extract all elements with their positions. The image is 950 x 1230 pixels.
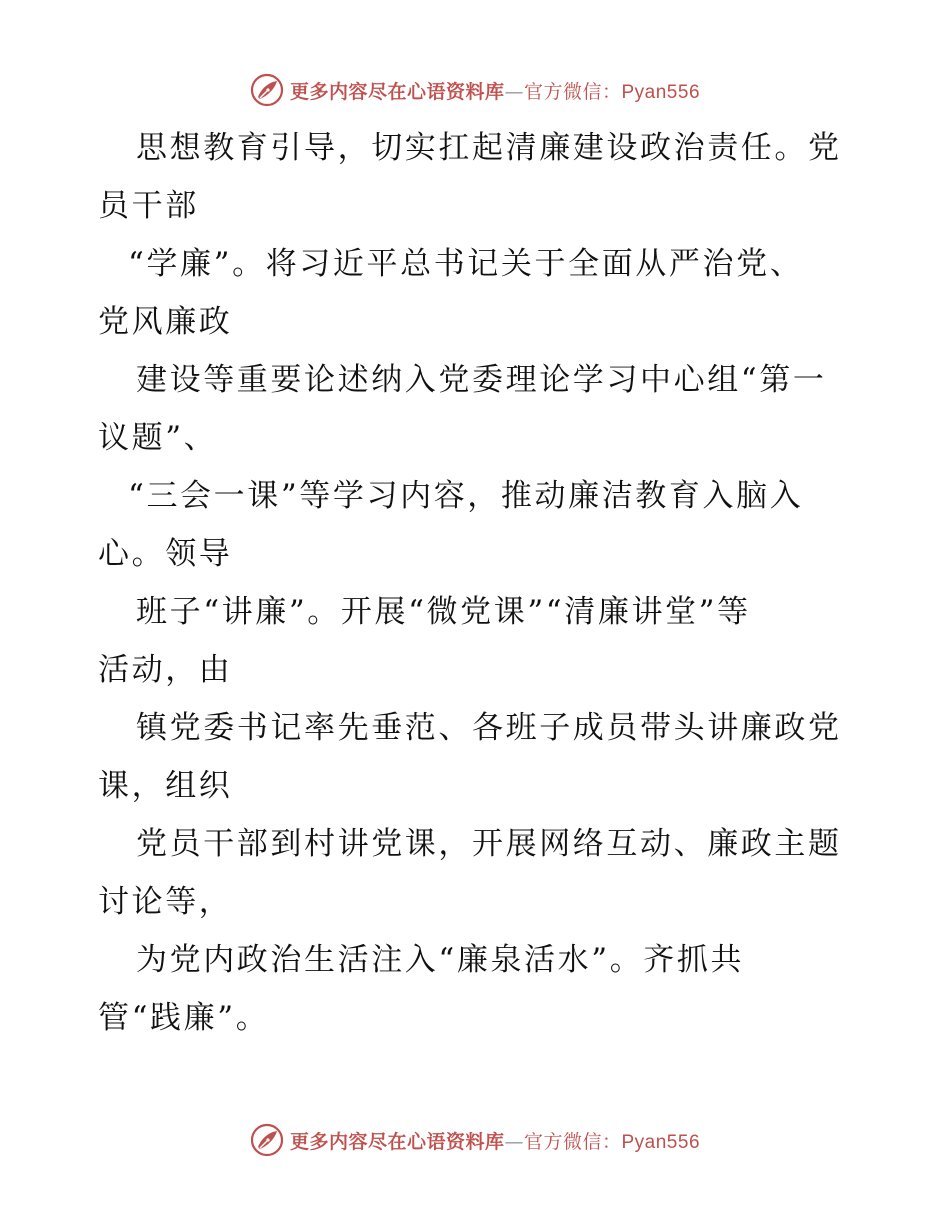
text-line: 活动，由 bbox=[98, 652, 233, 688]
text-line: 党风廉政 bbox=[98, 304, 233, 340]
banner-text bbox=[290, 77, 700, 104]
pen-nib-logo-icon bbox=[250, 1123, 284, 1157]
text-line: 为党内政治生活注入“廉泉活水”。齐抓共 bbox=[136, 942, 745, 978]
banner-wechat-id: Pyan556 bbox=[621, 1131, 701, 1153]
text-line: 班子“讲廉”。开展“微党课”“清廉讲堂”等 bbox=[136, 594, 751, 630]
banner-brand: 更多内容尽在心语资料库 bbox=[289, 80, 505, 103]
text-line: 员干部 bbox=[98, 188, 199, 224]
text-line: 心。领导 bbox=[98, 536, 233, 572]
text-line: 议题”、 bbox=[98, 420, 218, 456]
text-line: “学廉”。将习近平总书记关于全面从严治党、 bbox=[128, 246, 804, 282]
text-line: 课，组织 bbox=[98, 768, 233, 804]
text-line: 讨论等， bbox=[98, 884, 233, 920]
banner-text bbox=[290, 1127, 700, 1154]
banner-dash: — bbox=[504, 1130, 524, 1153]
footer-banner bbox=[0, 1120, 950, 1160]
text-line: 管“践廉”。 bbox=[98, 1000, 270, 1036]
header-banner bbox=[0, 70, 950, 110]
banner-wechat-label: 官方微信： bbox=[523, 1130, 622, 1153]
text-line: 党员干部到村讲党课，开展网络互动、廉政主题 bbox=[136, 826, 842, 862]
pen-nib-logo-icon bbox=[250, 73, 284, 107]
banner-dash: — bbox=[504, 80, 524, 103]
text-line: 镇党委书记率先垂范、各班子成员带头讲廉政党 bbox=[136, 710, 842, 746]
banner-brand: 更多内容尽在心语资料库 bbox=[289, 1130, 505, 1153]
text-line: 思想教育引导，切实扛起清廉建设政治责任。党 bbox=[136, 130, 842, 166]
banner-wechat-label: 官方微信： bbox=[523, 80, 622, 103]
text-line: “三会一课”等学习内容，推动廉洁教育入脑入 bbox=[128, 478, 804, 514]
text-line: 建设等重要论述纳入党委理论学习中心组“第一 bbox=[136, 362, 827, 398]
banner-wechat-id: Pyan556 bbox=[621, 81, 701, 103]
